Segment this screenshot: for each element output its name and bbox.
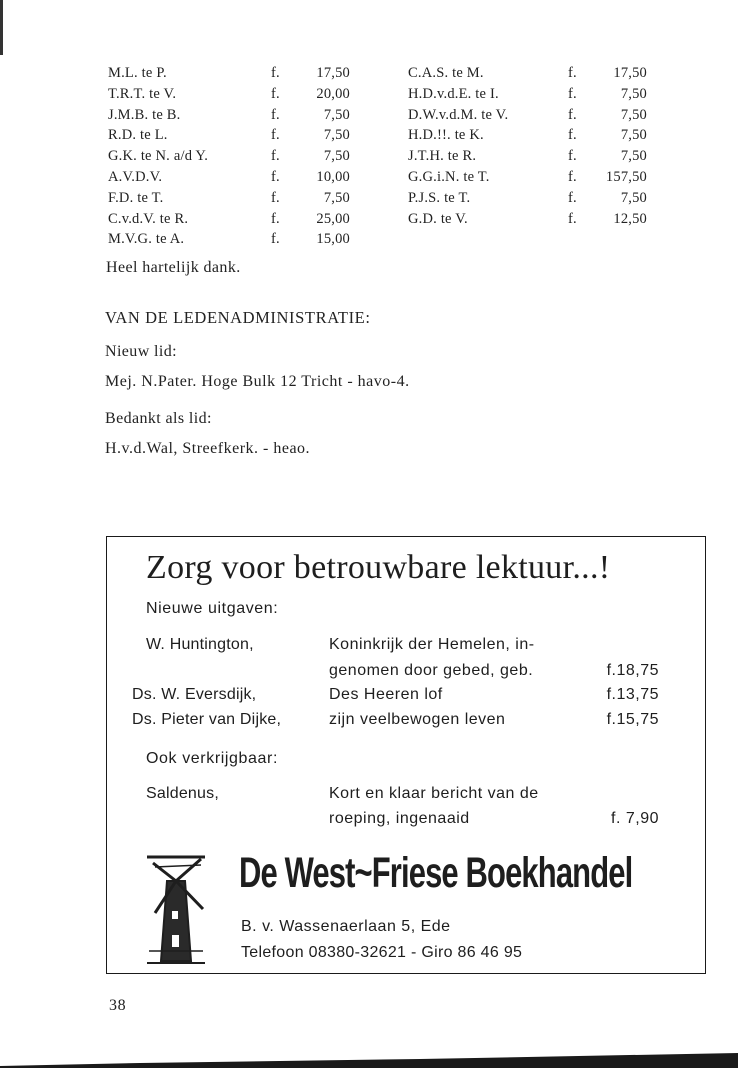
windmill-illustration-icon (145, 851, 207, 969)
donor-name: C.v.d.V. te R. (108, 210, 189, 227)
currency-mark: f. (271, 85, 280, 102)
scan-edge-mark (0, 0, 3, 55)
thanks-text: Heel hartelijk dank. (106, 259, 241, 276)
donor-name: C.A.S. te M. (408, 65, 484, 81)
donation-amount: 7,50 (620, 106, 647, 123)
book-title-line: zijn veelbewogen leven (329, 711, 506, 728)
book-author: Ds. Pieter van Dijke, (132, 711, 282, 728)
also-available-label: Ook verkrijgbaar: (146, 750, 279, 767)
currency-mark: f. (271, 148, 280, 165)
donor-name: G.G.i.N. te T. (408, 168, 490, 185)
donor-name: T.R.T. te V. (108, 85, 177, 102)
donor-name: H.D.v.d.E. te I. (408, 85, 499, 102)
donor-name: D.W.v.d.M. te V. (408, 106, 509, 123)
book-price: f.15,75 (606, 711, 659, 728)
currency-mark: f. (568, 210, 577, 227)
page-number: 38 (109, 997, 127, 1014)
currency-mark: f. (568, 189, 577, 206)
resigned-member-entry: H.v.d.Wal, Streefkerk. - heao. (105, 440, 311, 457)
donation-amount: 7,50 (323, 189, 350, 206)
currency-mark: f. (271, 210, 280, 227)
book-price: f. 7,90 (611, 810, 659, 827)
donation-amount: 25,00 (316, 210, 350, 227)
donation-amount: 15,00 (316, 231, 350, 248)
currency-mark: f. (568, 127, 577, 144)
book-title-line: Koninkrijk der Hemelen, in- (329, 636, 535, 653)
resigned-member-label: Bedankt als lid: (105, 410, 212, 427)
donation-amount: 10,00 (316, 168, 350, 185)
donation-amount: 7,50 (620, 127, 647, 144)
new-member-entry: Mej. N.Pater. Hoge Bulk 12 Tricht - havo-4. (105, 373, 410, 390)
book-title-line: genomen door gebed, geb. (329, 662, 534, 679)
book-price: f.18,75 (606, 662, 659, 679)
donor-name: H.D.!!. te K. (408, 127, 484, 144)
book-author: W. Huntington, (146, 636, 254, 653)
donor-name: M.V.G. te A. (108, 231, 185, 248)
donation-amount: 157,50 (605, 168, 647, 185)
currency-mark: f. (271, 65, 280, 81)
donation-amount: 7,50 (620, 148, 647, 165)
donor-name: F.D. te T. (108, 189, 164, 206)
book-price: f.13,75 (606, 686, 659, 703)
scan-bottom-edge (0, 1045, 738, 1068)
currency-mark: f. (568, 65, 577, 81)
book-author: Ds. W. Eversdijk, (132, 686, 257, 703)
donation-amount: 17,50 (316, 65, 350, 81)
book-title-line: Des Heeren lof (329, 686, 443, 703)
currency-mark: f. (568, 85, 577, 102)
donation-amount: 7,50 (323, 106, 350, 123)
currency-mark: f. (568, 106, 577, 123)
donation-amount: 7,50 (620, 189, 647, 206)
donor-name: J.M.B. te B. (108, 106, 181, 123)
currency-mark: f. (568, 148, 577, 165)
donation-amount: 7,50 (323, 148, 350, 165)
currency-mark: f. (568, 168, 577, 185)
membership-heading: VAN DE LEDENADMINISTRATIE: (105, 308, 371, 327)
shop-phone-giro: Telefoon 08380-32621 - Giro 86 46 95 (241, 944, 523, 961)
donor-name: M.L. te P. (108, 65, 167, 81)
ad-title: Zorg voor betrouwbare lektuur...! (146, 549, 611, 586)
currency-mark: f. (271, 168, 280, 185)
donor-name: G.K. te N. a/d Y. (108, 148, 209, 165)
donation-amount: 20,00 (316, 85, 350, 102)
donation-amount: 12,50 (613, 210, 647, 227)
donor-name: J.T.H. te R. (408, 148, 477, 165)
donor-name: G.D. te V. (408, 210, 468, 227)
donation-amount: 7,50 (323, 127, 350, 144)
shop-address: B. v. Wassenaerlaan 5, Ede (241, 918, 451, 935)
currency-mark: f. (271, 106, 280, 123)
shop-name: De West~Friese Boekhandel (239, 849, 633, 897)
new-releases-label: Nieuwe uitgaven: (146, 600, 279, 617)
new-member-label: Nieuw lid: (105, 343, 177, 360)
currency-mark: f. (271, 189, 280, 206)
currency-mark: f. (271, 231, 280, 248)
bookshop-advertisement (106, 536, 706, 974)
donation-amount: 17,50 (613, 65, 647, 81)
donor-name: P.J.S. te T. (408, 189, 471, 206)
currency-mark: f. (271, 127, 280, 144)
donor-name: A.V.D.V. (108, 168, 163, 185)
donation-amount: 7,50 (620, 85, 647, 102)
donor-name: R.D. te L. (108, 127, 168, 144)
book-title-line: roeping, ingenaaid (329, 810, 470, 827)
book-title-line: Kort en klaar bericht van de (329, 785, 539, 802)
book-author: Saldenus, (146, 785, 219, 802)
